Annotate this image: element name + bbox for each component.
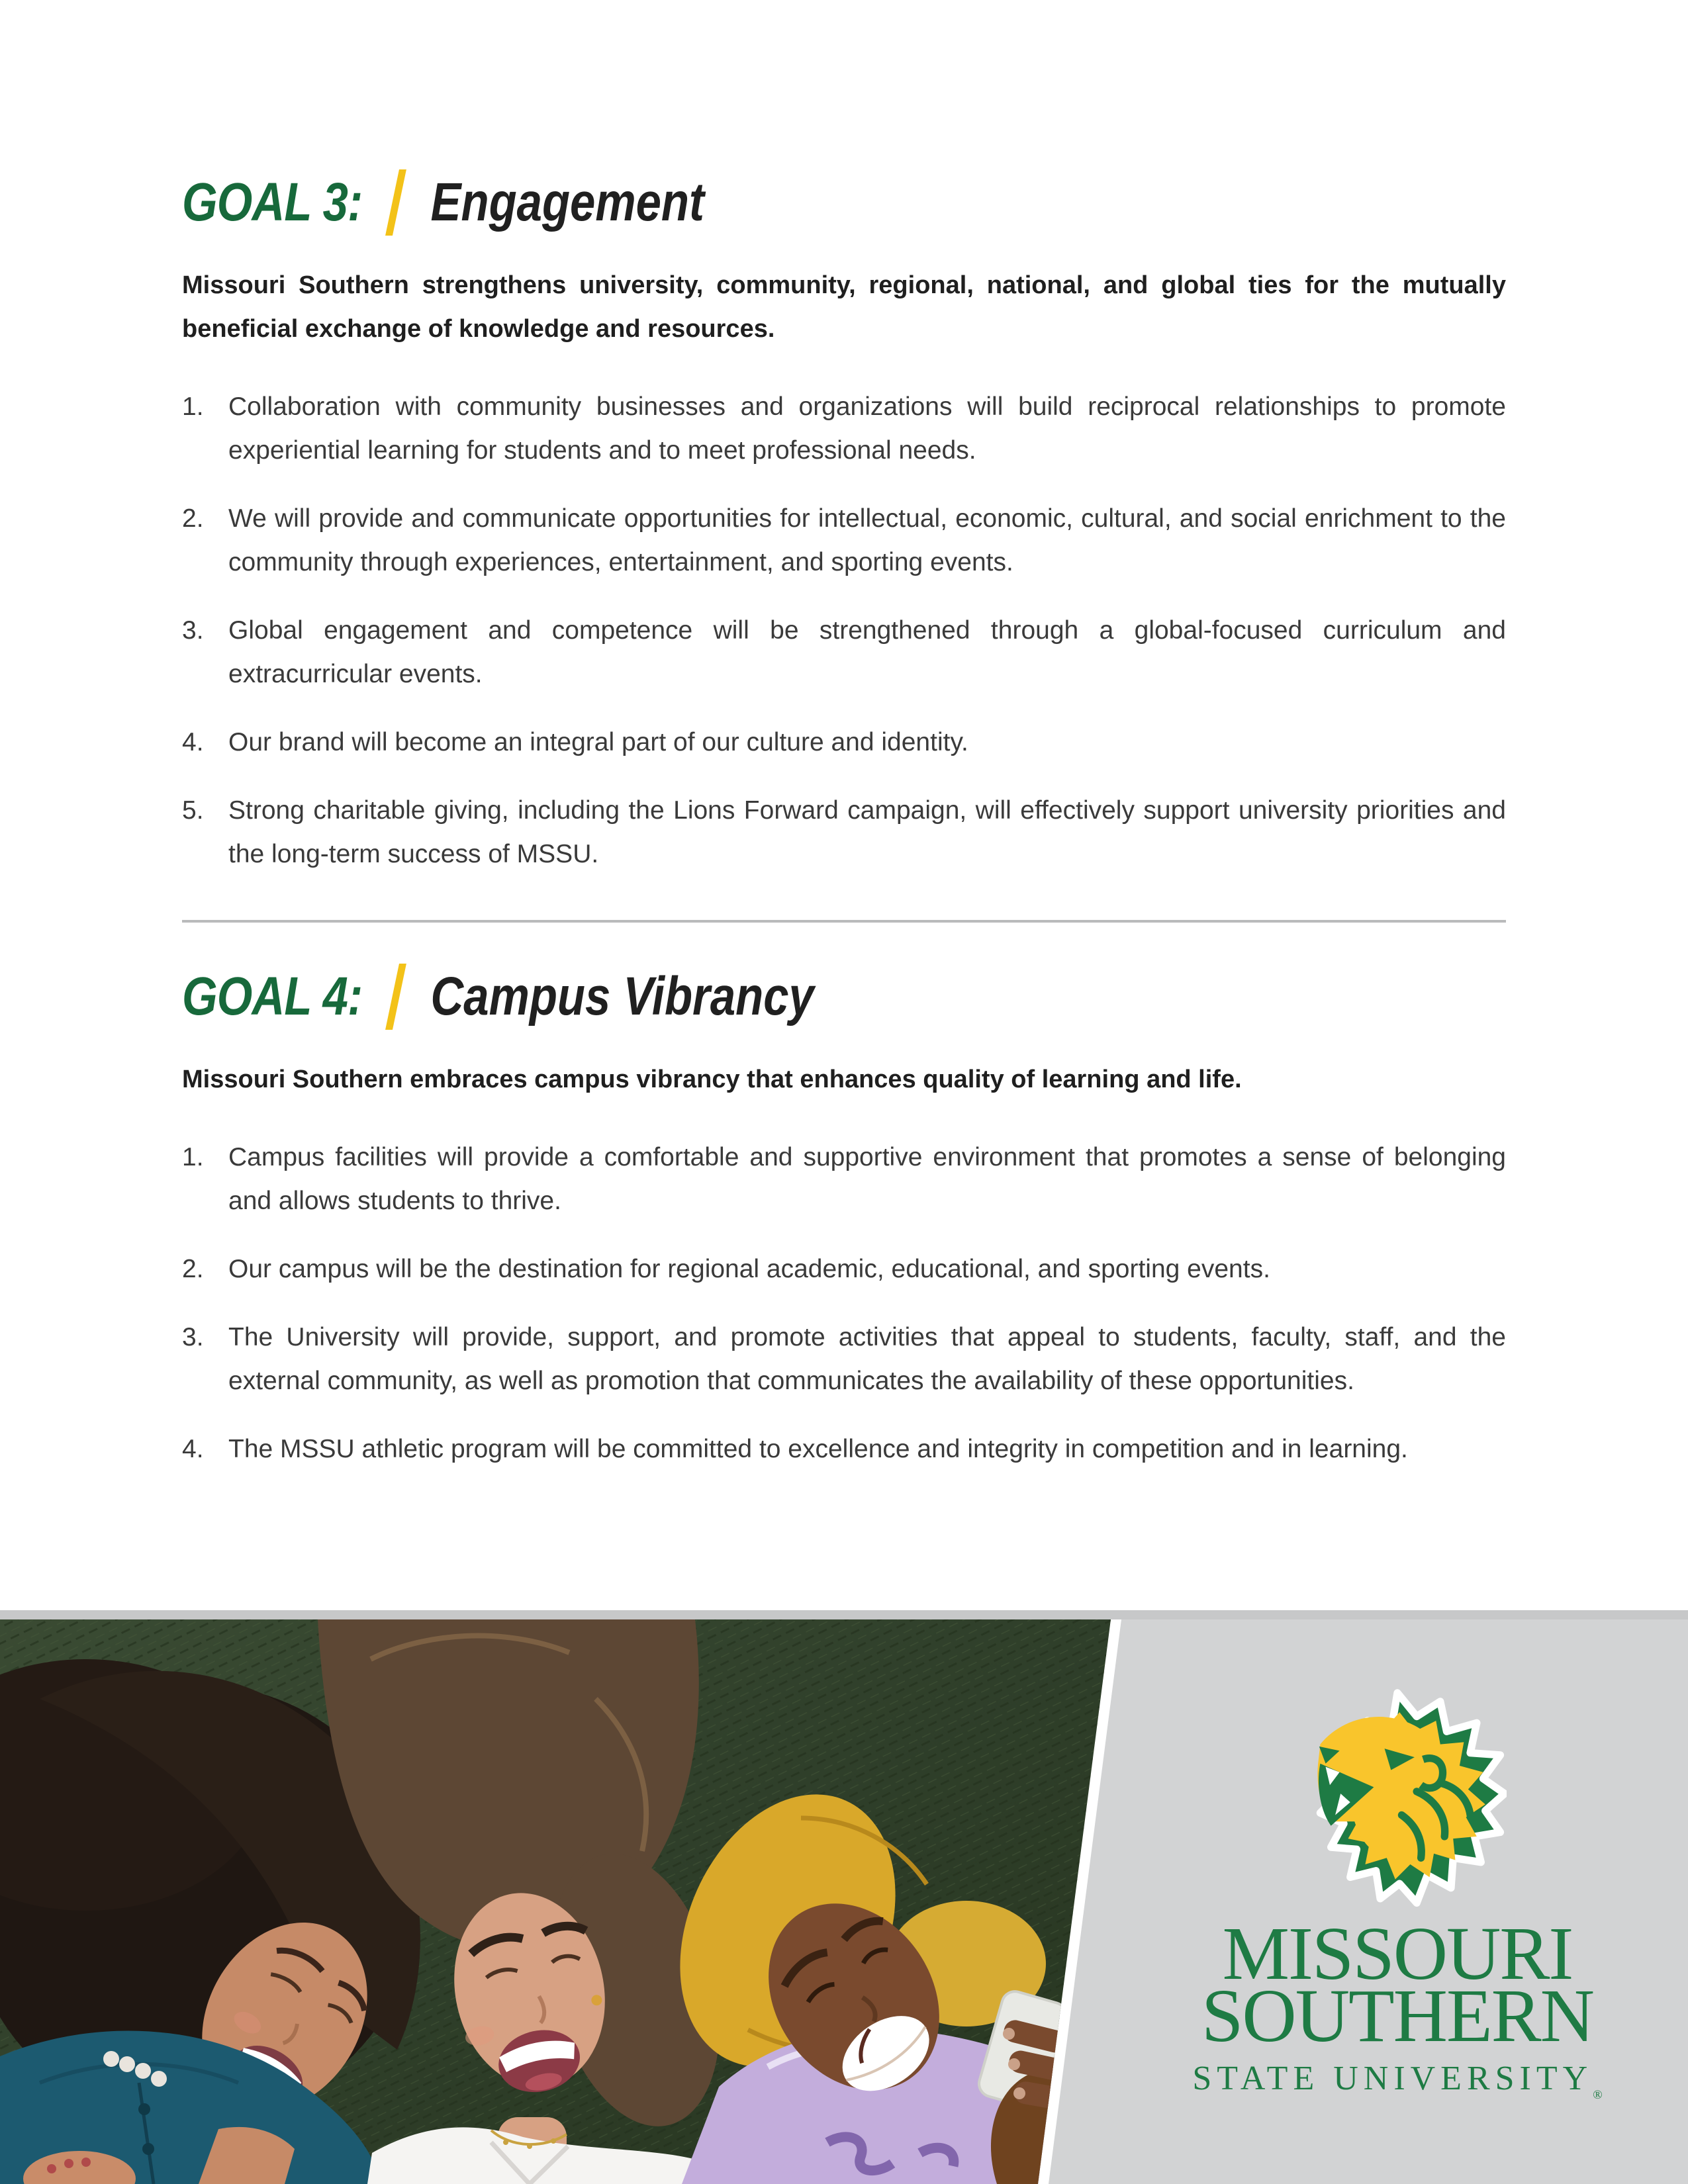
brand-missouri: MISSOURI [1222, 1911, 1573, 1995]
goal4-list [182, 1136, 1506, 1471]
goal4-item-1: Campus facilities will provide a comfortable and supportive environment that promotes a sense of belonging and allows students to thrive. [228, 1143, 1506, 1215]
page-content [182, 171, 1506, 1496]
goal4-title: Campus Vibrancy [430, 966, 814, 1026]
goal4-intro: Missouri Southern embraces campus vibrancy that enhances quality of learning and life. [182, 1066, 1242, 1093]
students-photo [0, 1619, 1119, 2184]
brand-southern: SOUTHERN [1201, 1974, 1594, 2058]
goal3-list [182, 385, 1506, 876]
goal3-item-3: Global engagement and competence will be strengthened through a global-focused curriculum and extracurricular events. [228, 616, 1506, 688]
goal4-item-3: The University will provide, support, and promote activities that appeal to students, faculty, staff, and the external community, as well as promotion that communicates the availability of these opportunities. [228, 1323, 1506, 1395]
goal3-heading [182, 171, 1294, 234]
lion-mascot-icon [1288, 1684, 1507, 1909]
goal3-title: Engagement [430, 172, 704, 232]
goal3-item-2: We will provide and communicate opportunities for intellectual, economic, cultural, and social enrichment to the community through experiences, entertainment, and sporting events. [228, 504, 1506, 576]
goal4-item-4: The MSSU athletic program will be committed to excellence and integrity in competition and in learning. [228, 1435, 1408, 1463]
yellow-slash-icon [385, 169, 406, 236]
gray-top-strip [0, 1610, 1688, 1619]
goal3-item-1: Collaboration with community businesses and organizations will build reciprocal relationships to promote experiential learning for students and to meet professional needs. [228, 392, 1506, 465]
section-divider [182, 920, 1506, 923]
brand-state-university: STATE $UNIVERSITY_®$ [1192, 2060, 1603, 2102]
goal3-intro: Missouri Southern strengthens university, community, regional, national, and global ties for the mutually beneficial exchange of knowledge and resources. [182, 271, 1506, 343]
goal4-heading [182, 965, 1294, 1028]
goal3-item-4: Our brand will become an integral part of our culture and identity. [228, 728, 968, 756]
goal3-item-5: Strong charitable giving, including the Lions Forward campaign, will effectively support university priorities and the long-term success of MSSU. [228, 796, 1506, 868]
footer-block [0, 1610, 1688, 2184]
goal3-label: GOAL 3: [182, 172, 363, 232]
university-logo [1188, 1684, 1607, 2113]
yellow-slash-icon [385, 964, 406, 1030]
goal4-label: GOAL 4: [182, 966, 363, 1026]
students-photo-illustration [0, 1619, 1119, 2184]
goal4-item-2: Our campus will be the destination for regional academic, educational, and sporting events. [228, 1255, 1270, 1283]
registered-mark: ® [1593, 2088, 1603, 2102]
